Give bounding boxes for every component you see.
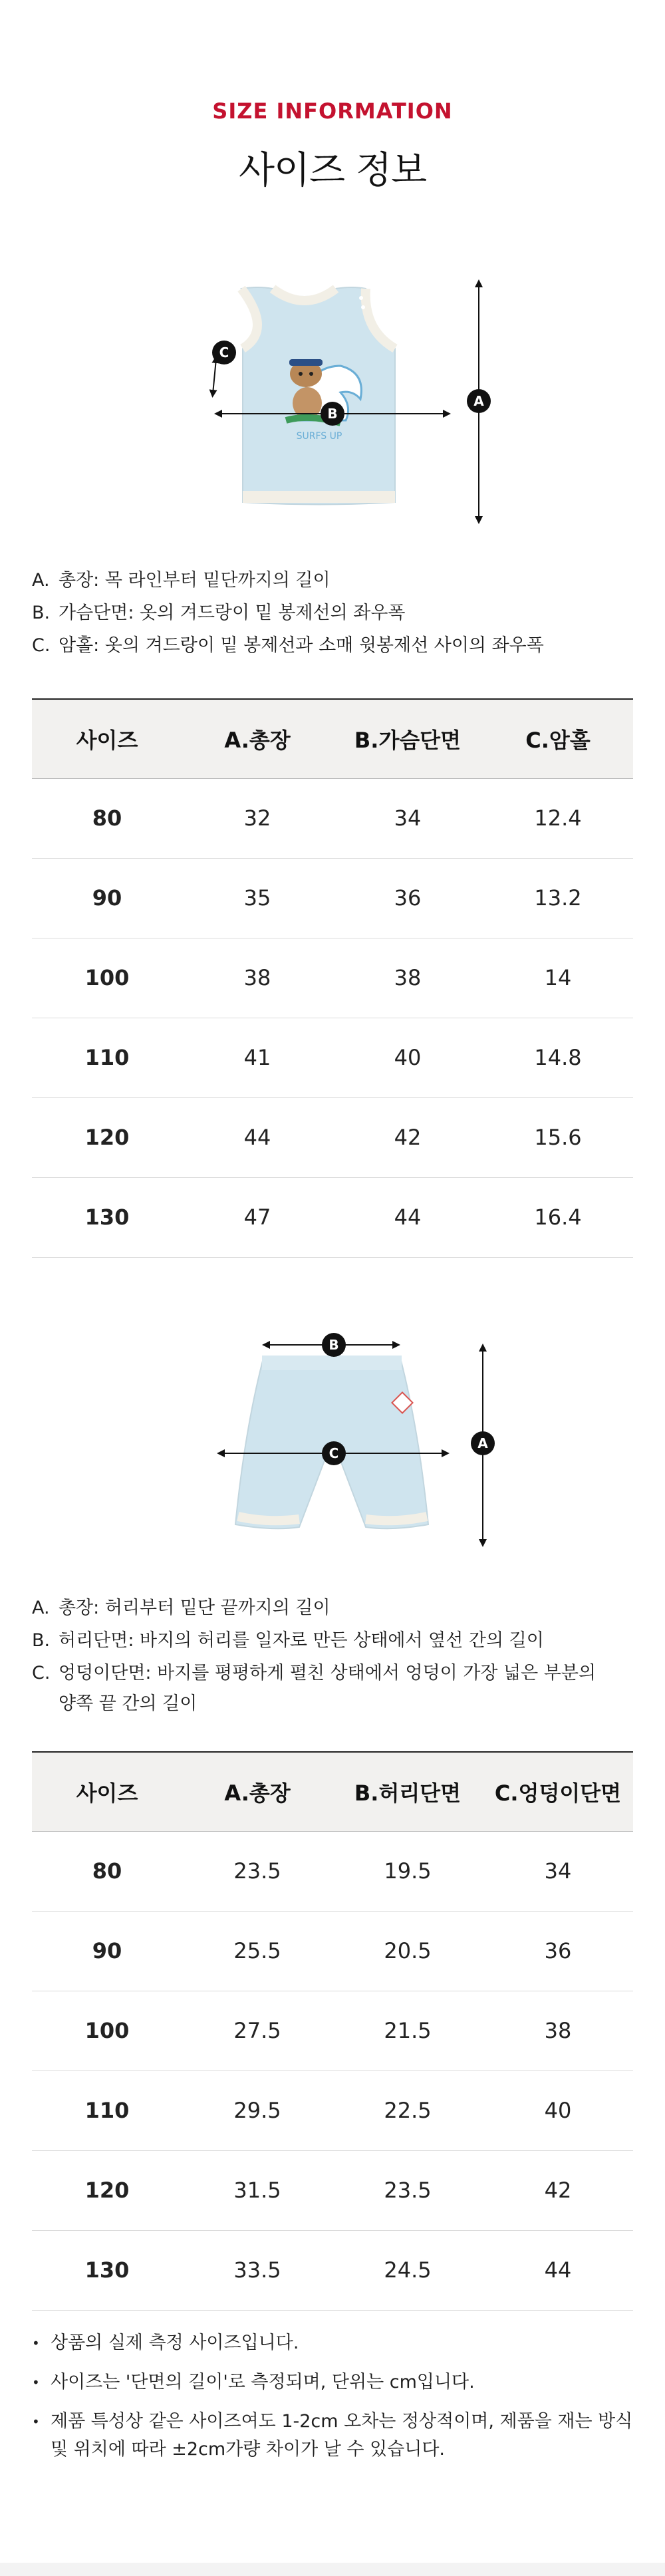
size-cell: 130 <box>32 2230 182 2310</box>
header-cell: A.총장 <box>182 1752 332 1831</box>
value-cell: 33.5 <box>182 2230 332 2310</box>
value-cell: 13.2 <box>483 858 633 938</box>
note-a: A. 총장: 허리부터 밑단 끝까지의 길이 <box>32 1598 331 1618</box>
value-cell: 47 <box>182 1177 332 1257</box>
note-b: B. 가슴단면: 옷의 겨드랑이 밑 봉제선의 좌우폭 <box>32 603 406 623</box>
table-header-row <box>32 1752 633 1831</box>
shorts-diagram <box>166 1330 512 1556</box>
note-c: C. 엉덩이단면: 바지를 평평하게 펼친 상태에서 엉덩이 가장 넓은 부분의 <box>32 1663 597 1683</box>
value-cell: 14.8 <box>483 1018 633 1097</box>
header-cell: C.엉덩이단면 <box>483 1752 633 1831</box>
marker-c <box>322 1441 346 1465</box>
note-c-continued: 양쪽 끝 간의 길이 <box>59 1693 198 1714</box>
table-row <box>32 1911 633 1991</box>
value-cell: 42 <box>483 2150 633 2230</box>
value-cell: 40 <box>483 2071 633 2150</box>
marker-b <box>321 402 344 426</box>
note-c: C. 암홀: 옷의 겨드랑이 밑 봉제선과 소매 윗봉제선 사이의 좌우폭 <box>32 635 544 656</box>
bottom-size-table <box>32 1751 633 2311</box>
table-row <box>32 858 633 938</box>
value-cell: 38 <box>182 938 332 1018</box>
page-title: 사이즈 정보 <box>238 149 427 192</box>
svg-text:SURFS UP: SURFS UP <box>296 431 342 442</box>
header-cell: B.가슴단면 <box>332 699 483 778</box>
size-cell: 80 <box>32 778 182 858</box>
footer-bar <box>0 2563 665 2576</box>
value-cell: 40 <box>332 1018 483 1097</box>
table-row <box>32 2150 633 2230</box>
value-cell: 27.5 <box>182 1991 332 2071</box>
table-row <box>32 2230 633 2310</box>
value-cell: 25.5 <box>182 1911 332 1991</box>
svg-text:C: C <box>219 345 229 360</box>
value-cell: 34 <box>332 778 483 858</box>
list-item: • 상품의 실제 측정 사이즈입니다. <box>32 2329 637 2357</box>
table-row <box>32 1018 633 1097</box>
value-cell: 41 <box>182 1018 332 1097</box>
svg-text:B: B <box>329 1337 339 1353</box>
note-b: B. 허리단면: 바지의 허리를 일자로 만든 상태에서 옆선 간의 길이 <box>32 1630 544 1651</box>
list-item-line: 제품 특성상 같은 사이즈여도 1-2cm 오차는 정상적이며, 제품을 재는 방식 <box>51 2411 633 2432</box>
svg-text:C: C <box>329 1445 339 1461</box>
value-cell: 44 <box>182 1097 332 1177</box>
value-cell: 15.6 <box>483 1097 633 1177</box>
tank-top-illustration <box>241 287 395 505</box>
value-cell: 20.5 <box>332 1911 483 1991</box>
header-cell: C.암홀 <box>483 699 633 778</box>
svg-text:B: B <box>327 406 338 422</box>
table-row <box>32 1097 633 1177</box>
value-cell: 36 <box>483 1911 633 1991</box>
bullet-icon: • <box>32 2335 40 2351</box>
top-size-table <box>32 698 633 1258</box>
value-cell: 29.5 <box>182 2071 332 2150</box>
table-row <box>32 1831 633 1911</box>
note-a: A. 총장: 목 라인부터 밑단까지의 길이 <box>32 570 331 591</box>
marker-b <box>322 1333 346 1357</box>
header-cell: 사이즈 <box>32 699 182 778</box>
value-cell: 22.5 <box>332 2071 483 2150</box>
size-cell: 110 <box>32 2071 182 2150</box>
bullet-icon: • <box>32 2414 40 2430</box>
value-cell: 44 <box>332 1177 483 1257</box>
list-item-line: 및 위치에 따라 ±2cm가량 차이가 날 수 있습니다. <box>51 2439 446 2460</box>
bullet-icon: • <box>32 2374 40 2390</box>
value-cell: 23.5 <box>332 2150 483 2230</box>
header-cell: 사이즈 <box>32 1752 182 1831</box>
value-cell: 14 <box>483 938 633 1018</box>
value-cell: 34 <box>483 1831 633 1911</box>
value-cell: 38 <box>332 938 483 1018</box>
list-item: • 사이즈는 '단면의 길이'로 측정되며, 단위는 cm입니다. <box>32 2368 637 2396</box>
size-cell: 110 <box>32 1018 182 1097</box>
marker-c <box>212 341 236 364</box>
header-cell: B.허리단면 <box>332 1752 483 1831</box>
list-item <box>32 2408 637 2464</box>
size-cell: 90 <box>32 858 182 938</box>
size-cell: 100 <box>32 1991 182 2071</box>
value-cell: 38 <box>483 1991 633 2071</box>
title-en: SIZE INFORMATION <box>212 98 453 124</box>
table-header-row <box>32 699 633 778</box>
table-row <box>32 778 633 858</box>
marker-a <box>471 1431 495 1455</box>
value-cell: 12.4 <box>483 778 633 858</box>
header-cell: A.총장 <box>182 699 332 778</box>
svg-text:A: A <box>473 393 484 409</box>
value-cell: 31.5 <box>182 2150 332 2230</box>
value-cell: 36 <box>332 858 483 938</box>
table-row <box>32 1991 633 2071</box>
value-cell: 21.5 <box>332 1991 483 2071</box>
svg-text:A: A <box>477 1435 488 1451</box>
size-cell: 80 <box>32 1831 182 1911</box>
value-cell: 35 <box>182 858 332 938</box>
size-disclaimer-list <box>32 2329 637 2475</box>
value-cell: 19.5 <box>332 1831 483 1911</box>
value-cell: 16.4 <box>483 1177 633 1257</box>
tank-top-diagram <box>166 266 512 532</box>
size-cell: 90 <box>32 1911 182 1991</box>
bottom-measure-notes <box>32 1592 630 1719</box>
value-cell: 42 <box>332 1097 483 1177</box>
value-cell: 23.5 <box>182 1831 332 1911</box>
size-cell: 120 <box>32 1097 182 1177</box>
value-cell: 44 <box>483 2230 633 2310</box>
size-cell: 130 <box>32 1177 182 1257</box>
value-cell: 32 <box>182 778 332 858</box>
size-cell: 120 <box>32 2150 182 2230</box>
value-cell: 24.5 <box>332 2230 483 2310</box>
size-cell: 100 <box>32 938 182 1018</box>
table-row <box>32 2071 633 2150</box>
top-measure-notes <box>32 564 630 662</box>
table-row <box>32 1177 633 1257</box>
marker-a <box>467 389 491 413</box>
table-row <box>32 938 633 1018</box>
